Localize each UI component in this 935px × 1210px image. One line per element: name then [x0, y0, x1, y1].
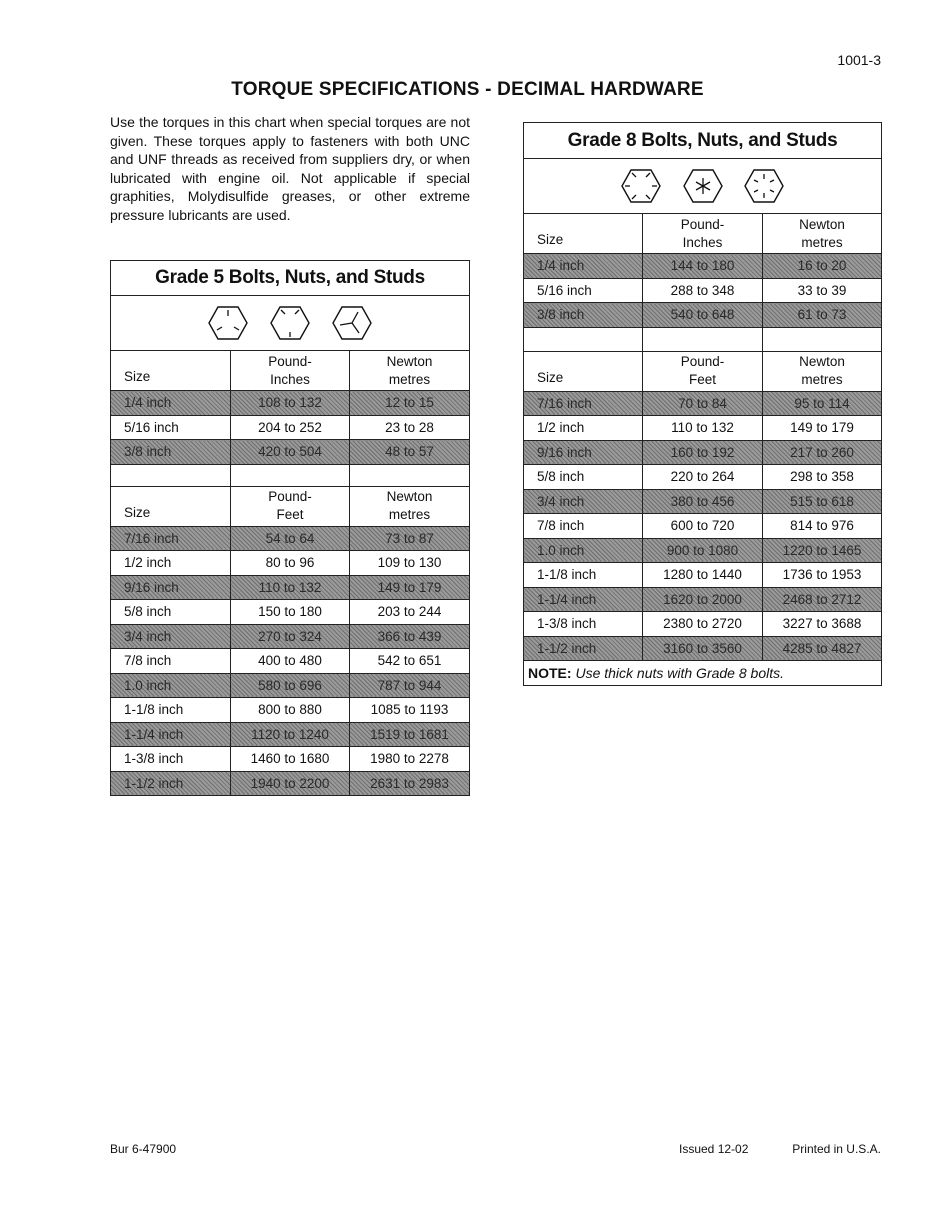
table-row [524, 612, 882, 637]
pound-feet-cell: 3160 to 3560 [643, 636, 763, 661]
note-text: Use thick nuts with Grade 8 bolts. [575, 665, 784, 681]
grade8-pound-inches-header: Pound- Inches [643, 214, 763, 254]
newton-metres-cell: 33 to 39 [763, 278, 882, 303]
note-label: NOTE: [528, 665, 572, 681]
size-cell: 9/16 inch [111, 575, 231, 600]
size-cell: 7/16 inch [524, 391, 643, 416]
size-cell: 1.0 inch [111, 673, 231, 698]
table-row [111, 575, 470, 600]
newton-metres-cell: 73 to 87 [350, 526, 470, 551]
table-row [111, 415, 470, 440]
size-cell: 1/2 inch [111, 551, 231, 576]
table-row [111, 722, 470, 747]
grade8-pound-feet-header: Pound- Feet [643, 351, 763, 391]
size-cell: 5/8 inch [111, 600, 231, 625]
table-row [524, 563, 882, 588]
size-cell: 1-1/4 inch [111, 722, 231, 747]
newton-metres-cell: 814 to 976 [763, 514, 882, 539]
hex-head-six-radial-marks-icon [621, 168, 661, 204]
newton-metres-cell: 1736 to 1953 [763, 563, 882, 588]
pound-feet-cell: 110 to 132 [643, 416, 763, 441]
grade5-title: Grade 5 Bolts, Nuts, and Studs [111, 261, 470, 296]
pound-feet-cell: 54 to 64 [231, 526, 350, 551]
size-cell: 1/4 inch [111, 391, 231, 416]
pound-feet-cell: 800 to 880 [231, 698, 350, 723]
newton-metres-cell: 203 to 244 [350, 600, 470, 625]
newton-metres-cell: 542 to 651 [350, 649, 470, 674]
spacer-row [111, 464, 470, 486]
size-cell: 1-1/2 inch [524, 636, 643, 661]
table-row [524, 391, 882, 416]
pound-feet-cell: 1120 to 1240 [231, 722, 350, 747]
pound-feet-cell: 110 to 132 [231, 575, 350, 600]
table-row [524, 303, 882, 328]
grade8-torque-table [523, 122, 882, 686]
table-row [111, 526, 470, 551]
table-row [524, 416, 882, 441]
table-row [111, 551, 470, 576]
pound-feet-cell: 380 to 456 [643, 489, 763, 514]
table-row [111, 673, 470, 698]
newton-metres-cell: 16 to 20 [763, 254, 882, 279]
size-cell: 7/8 inch [524, 514, 643, 539]
size-cell: 7/8 inch [111, 649, 231, 674]
size-cell: 3/4 inch [111, 624, 231, 649]
table-row [111, 698, 470, 723]
table-row [524, 440, 882, 465]
size-cell: 1-1/4 inch [524, 587, 643, 612]
size-cell: 1-1/8 inch [111, 698, 231, 723]
newton-metres-cell: 149 to 179 [763, 416, 882, 441]
grade5-pound-inches-header: Pound- Inches [231, 351, 350, 391]
grade8-newton-metres-header: Newton metres [763, 351, 882, 391]
size-cell: 3/8 inch [111, 440, 231, 465]
pound-feet-cell: 270 to 324 [231, 624, 350, 649]
size-cell: 5/16 inch [524, 278, 643, 303]
size-cell: 1-3/8 inch [111, 747, 231, 772]
table-row [524, 254, 882, 279]
size-cell: 5/8 inch [524, 465, 643, 490]
newton-metres-cell: 298 to 358 [763, 465, 882, 490]
hex-head-three-radial-marks-icon [270, 305, 310, 341]
newton-metres-cell: 1519 to 1681 [350, 722, 470, 747]
pound-inches-cell: 108 to 132 [231, 391, 350, 416]
newton-metres-cell: 787 to 944 [350, 673, 470, 698]
newton-metres-cell: 4285 to 4827 [763, 636, 882, 661]
newton-metres-cell: 2468 to 2712 [763, 587, 882, 612]
size-cell: 9/16 inch [524, 440, 643, 465]
table-row [524, 538, 882, 563]
newton-metres-cell: 23 to 28 [350, 415, 470, 440]
table-row [111, 391, 470, 416]
grade5-newton-metres-header: Newton metres [350, 351, 470, 391]
pound-feet-cell: 150 to 180 [231, 600, 350, 625]
pound-feet-cell: 1620 to 2000 [643, 587, 763, 612]
pound-feet-cell: 600 to 720 [643, 514, 763, 539]
grade8-newton-metres-header: Newton metres [763, 214, 882, 254]
size-cell: 7/16 inch [111, 526, 231, 551]
grade5-pound-feet-header: Pound- Feet [231, 486, 350, 526]
pound-feet-cell: 1940 to 2200 [231, 771, 350, 796]
newton-metres-cell: 1220 to 1465 [763, 538, 882, 563]
newton-metres-cell: 515 to 618 [763, 489, 882, 514]
newton-metres-cell: 109 to 130 [350, 551, 470, 576]
grade5-bolt-markings [111, 296, 470, 351]
hex-head-three-radial-marks-icon [332, 305, 372, 341]
newton-metres-cell: 3227 to 3688 [763, 612, 882, 637]
grade8-inch-size-header: Size [524, 214, 643, 254]
table-row [111, 771, 470, 796]
pound-inches-cell: 540 to 648 [643, 303, 763, 328]
pound-feet-cell: 1460 to 1680 [231, 747, 350, 772]
grade5-inch-size-header: Size [111, 351, 231, 391]
table-row [524, 465, 882, 490]
newton-metres-cell: 1085 to 1193 [350, 698, 470, 723]
size-cell: 3/8 inch [524, 303, 643, 328]
table-row [524, 636, 882, 661]
pound-feet-cell: 80 to 96 [231, 551, 350, 576]
newton-metres-cell: 48 to 57 [350, 440, 470, 465]
pound-feet-cell: 580 to 696 [231, 673, 350, 698]
pound-feet-cell: 160 to 192 [643, 440, 763, 465]
page-number: 1001-3 [837, 52, 881, 68]
footer-doc-id: Bur 6-47900 [110, 1142, 177, 1156]
hex-head-six-radial-marks-icon [744, 168, 784, 204]
newton-metres-cell: 61 to 73 [763, 303, 882, 328]
page-title: TORQUE SPECIFICATIONS - DECIMAL HARDWARE [231, 79, 704, 100]
grade8-title: Grade 8 Bolts, Nuts, and Studs [524, 123, 882, 159]
table-row [111, 600, 470, 625]
footer-printed: Printed in U.S.A. [792, 1142, 881, 1156]
pound-feet-cell: 900 to 1080 [643, 538, 763, 563]
grade8-feet-size-header: Size [524, 351, 643, 391]
footer-issued: Issued 12-02 [679, 1142, 749, 1156]
newton-metres-cell: 366 to 439 [350, 624, 470, 649]
size-cell: 1.0 inch [524, 538, 643, 563]
size-cell: 1-1/8 inch [524, 563, 643, 588]
size-cell: 1-1/2 inch [111, 771, 231, 796]
newton-metres-cell: 149 to 179 [350, 575, 470, 600]
newton-metres-cell: 12 to 15 [350, 391, 470, 416]
pound-inches-cell: 144 to 180 [643, 254, 763, 279]
pound-inches-cell: 420 to 504 [231, 440, 350, 465]
grade8-bolt-markings [524, 159, 882, 214]
size-cell: 1-3/8 inch [524, 612, 643, 637]
table-row [524, 489, 882, 514]
grade5-newton-metres-header: Newton metres [350, 486, 470, 526]
pound-feet-cell: 220 to 264 [643, 465, 763, 490]
grade5-torque-table [110, 260, 470, 796]
table-row [524, 278, 882, 303]
table-row [524, 587, 882, 612]
intro-paragraph: Use the torques in this chart when special torques are not given. These torques apply to fasteners with both UNC and UNF threads as received from suppliers dry, or when lubricated with engine oil. Not applicable if special graphities, Molydisulfide greases, or other extreme pressure lubricants are used. [110, 114, 470, 223]
newton-metres-cell: 2631 to 2983 [350, 771, 470, 796]
table-row [111, 649, 470, 674]
size-cell: 3/4 inch [524, 489, 643, 514]
newton-metres-cell: 95 to 114 [763, 391, 882, 416]
pound-feet-cell: 2380 to 2720 [643, 612, 763, 637]
newton-metres-cell: 217 to 260 [763, 440, 882, 465]
pound-inches-cell: 288 to 348 [643, 278, 763, 303]
table-row [111, 440, 470, 465]
size-cell: 1/2 inch [524, 416, 643, 441]
table-row [524, 514, 882, 539]
hex-head-three-radial-marks-icon [208, 305, 248, 341]
grade8-note [524, 661, 882, 686]
hex-head-six-radial-marks-icon [683, 168, 723, 204]
table-row [111, 624, 470, 649]
table-row [111, 747, 470, 772]
pound-feet-cell: 1280 to 1440 [643, 563, 763, 588]
pound-feet-cell: 400 to 480 [231, 649, 350, 674]
spacer-row [524, 327, 882, 351]
newton-metres-cell: 1980 to 2278 [350, 747, 470, 772]
pound-inches-cell: 204 to 252 [231, 415, 350, 440]
grade5-feet-size-header: Size [111, 486, 231, 526]
size-cell: 1/4 inch [524, 254, 643, 279]
size-cell: 5/16 inch [111, 415, 231, 440]
pound-feet-cell: 70 to 84 [643, 391, 763, 416]
